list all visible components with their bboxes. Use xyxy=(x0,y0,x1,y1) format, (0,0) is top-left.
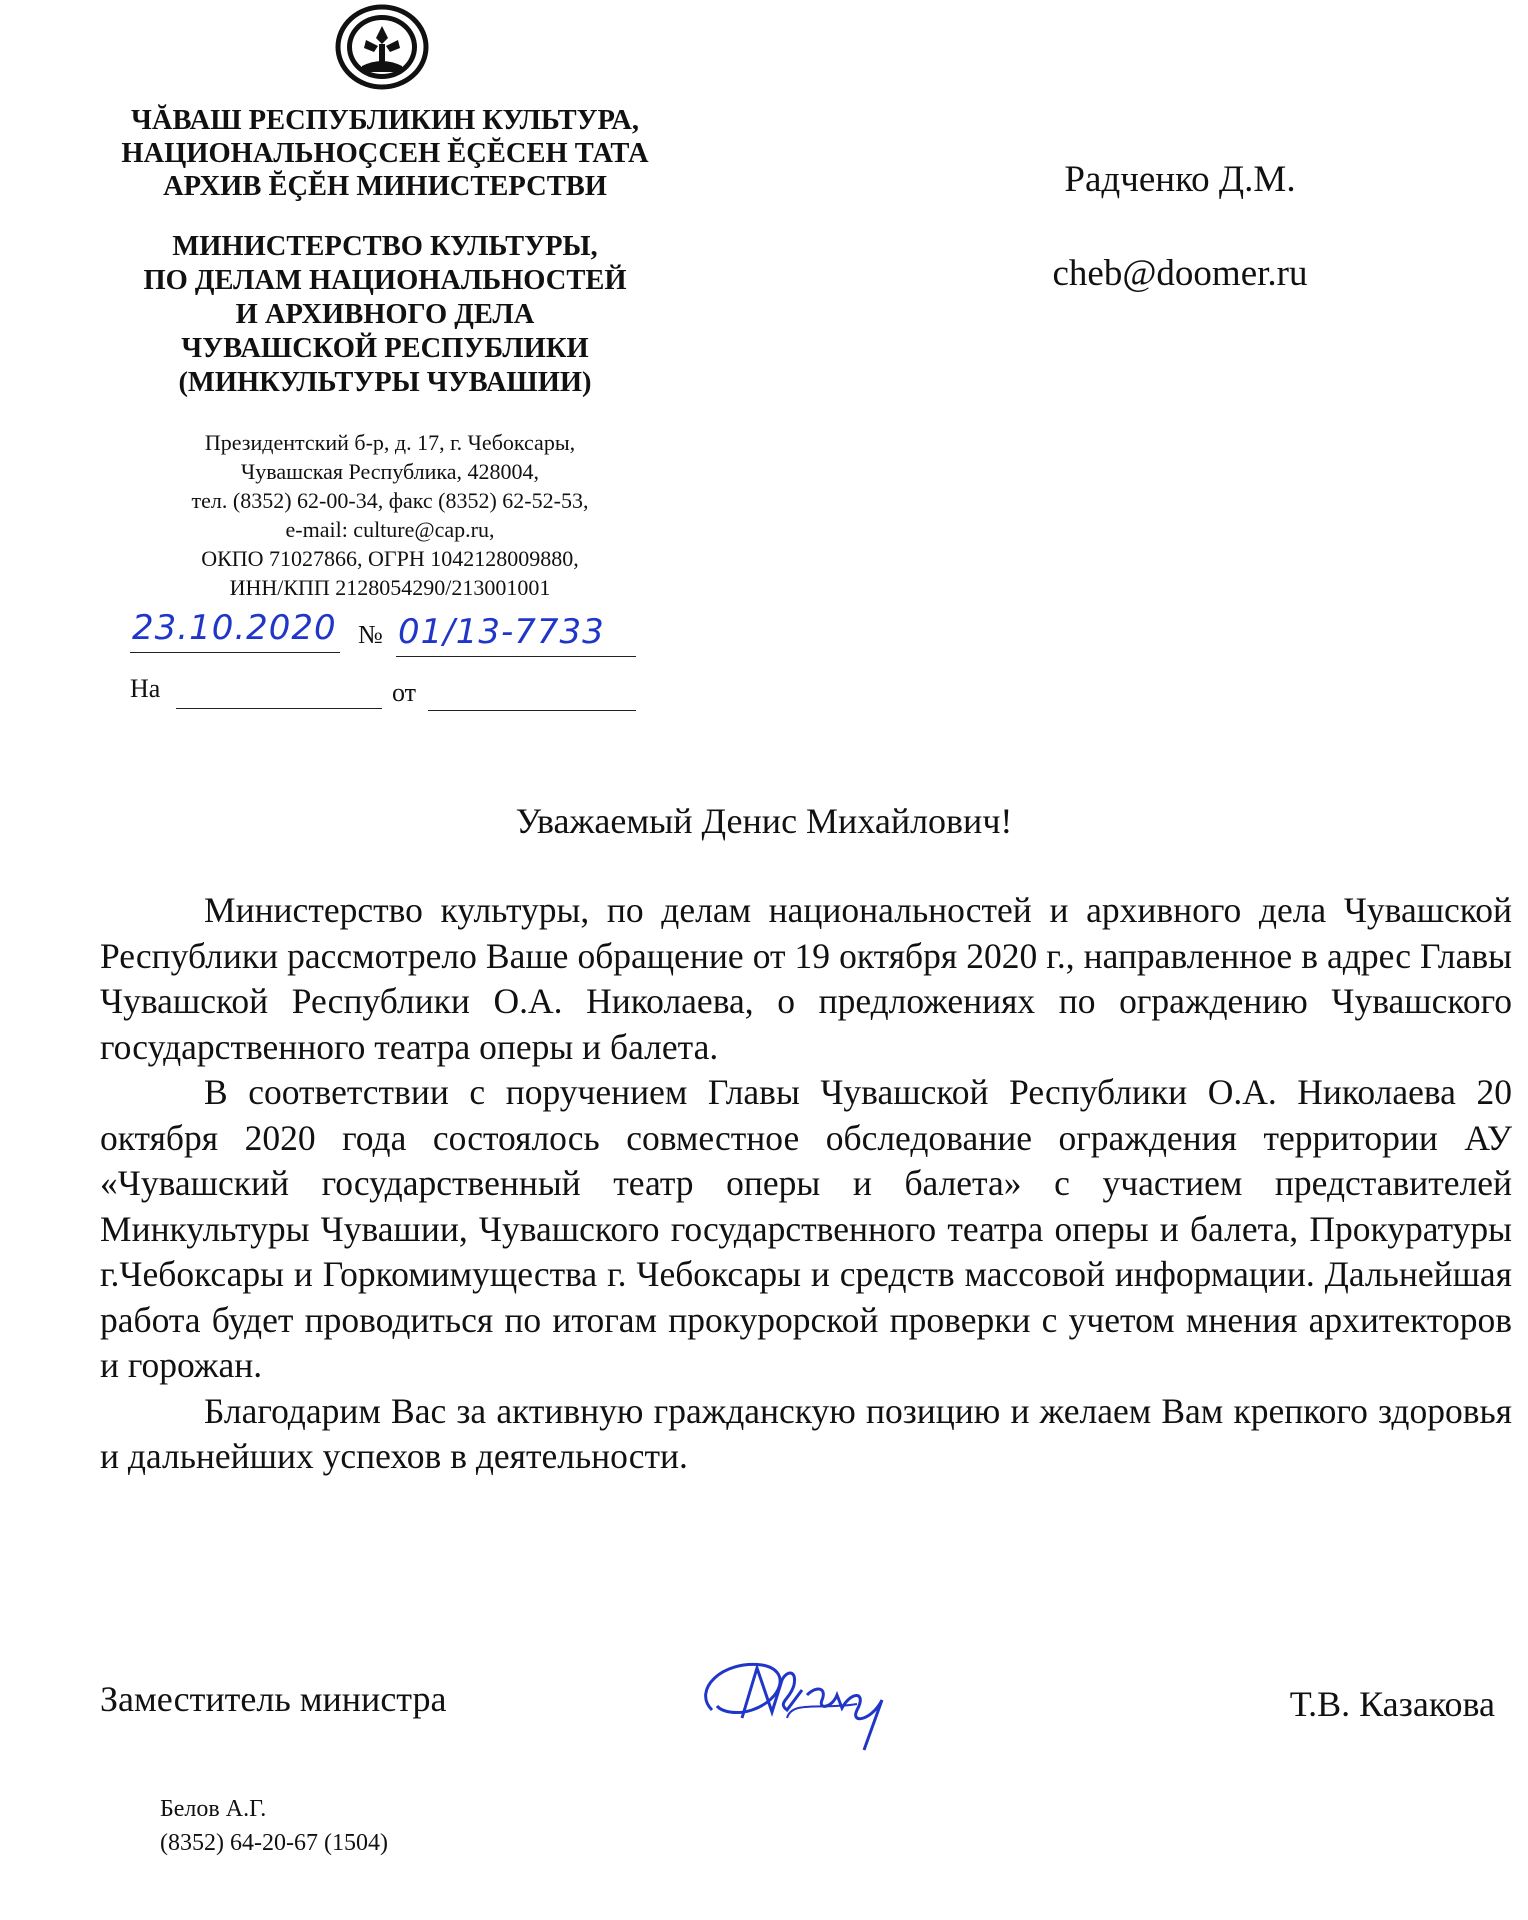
contact-line: Чувашская Республика, 428004, xyxy=(240,459,540,484)
letter-body xyxy=(100,888,1512,1480)
salutation: Уважаемый Денис Михайлович! xyxy=(515,801,1013,841)
org-name-chuvash-line: НАЦИОНАЛЬНОÇСЕН ĔÇĔСЕН ТАТА xyxy=(121,138,649,169)
executor-name: Белов А.Г. xyxy=(160,1796,267,1822)
org-name-russian-line: МИНИСТЕРСТВО КУЛЬТУРЫ, xyxy=(172,231,598,262)
on-underline xyxy=(176,708,382,709)
from-underline xyxy=(428,710,636,711)
executor-phone: (8352) 64-20-67 (1504) xyxy=(160,1830,388,1856)
number-label: № xyxy=(358,620,383,649)
org-name-russian-line: ЧУВАШСКОЙ РЕСПУБЛИКИ xyxy=(181,333,589,364)
handwritten-signature xyxy=(682,1640,922,1760)
from-label: от xyxy=(392,678,417,707)
number-underline xyxy=(396,656,636,657)
contact-line: Президентский б-р, д. 17, г. Чебоксары, xyxy=(204,430,576,455)
signatory-title: Заместитель министра xyxy=(100,1679,447,1719)
executor-info xyxy=(160,1792,388,1860)
org-name-russian-line: (МИНКУЛЬТУРЫ ЧУВАШИИ) xyxy=(178,367,592,398)
body-paragraph: Благодарим Вас за активную гражданскую позицию и желаем Вам крепкого здоровья и дальнейших успехов в деятельности. xyxy=(100,1390,1512,1476)
registration-date: 23.10.2020 xyxy=(132,608,337,648)
body-paragraph: Министерство культуры, по делам национальностей и архивного дела Чувашской Республики рассмотрело Ваше обращение от 19 октября 2020 г., направленное в адрес Главы Чувашской Республики О.А. Николаева, о предложениях по ограждению Чувашского государственного театра оперы и балета. xyxy=(100,890,1512,1067)
registration-number: 01/13-7733 xyxy=(398,612,605,652)
org-name-chuvash xyxy=(95,104,675,203)
org-name-chuvash-line: ЧĂВАШ РЕСПУБЛИКИН КУЛЬТУРА, xyxy=(130,105,640,136)
contact-line: тел. (8352) 62-00-34, факс (8352) 62-52-53, xyxy=(191,488,589,513)
contact-line: e-mail: culture@cap.ru, xyxy=(285,517,495,542)
date-underline xyxy=(130,652,340,653)
chuvash-emblem-icon xyxy=(322,0,442,94)
org-contacts xyxy=(130,428,650,602)
org-name-chuvash-line: АРХИВ ĔÇĔН МИНИСТЕРСТВИ xyxy=(163,171,607,202)
contact-line: ОКПО 71027866, ОГРН 1042128009880, xyxy=(201,546,579,571)
recipient-name: Радченко Д.М. xyxy=(1064,159,1296,200)
recipient-email: cheb@doomer.ru xyxy=(1052,253,1308,294)
org-name-russian xyxy=(95,230,675,400)
org-name-russian-line: И АРХИВНОГО ДЕЛА xyxy=(235,299,535,330)
contact-line: ИНН/КПП 2128054290/213001001 xyxy=(229,575,551,600)
signatory-name: Т.В. Казакова xyxy=(1289,1684,1495,1724)
body-paragraph: В соответствии с поручением Главы Чувашской Республики О.А. Николаева 20 октября 2020 года состоялось совместное обследование ограждения территории АУ «Чувашский государственный театр оперы и балета» с участием представителей Минкультуры Чувашии, Чувашского государственного театра оперы и балета, Прокуратуры г.Чебоксары и Горкомимущества г. Чебоксары и средств массовой информации. Дальнейшая работа будет проводиться по итогам прокурорской проверки с учетом мнения архитекторов и горожан. xyxy=(100,1072,1512,1385)
on-label: На xyxy=(130,674,161,703)
org-name-russian-line: ПО ДЕЛАМ НАЦИОНАЛЬНОСТЕЙ xyxy=(143,265,627,296)
